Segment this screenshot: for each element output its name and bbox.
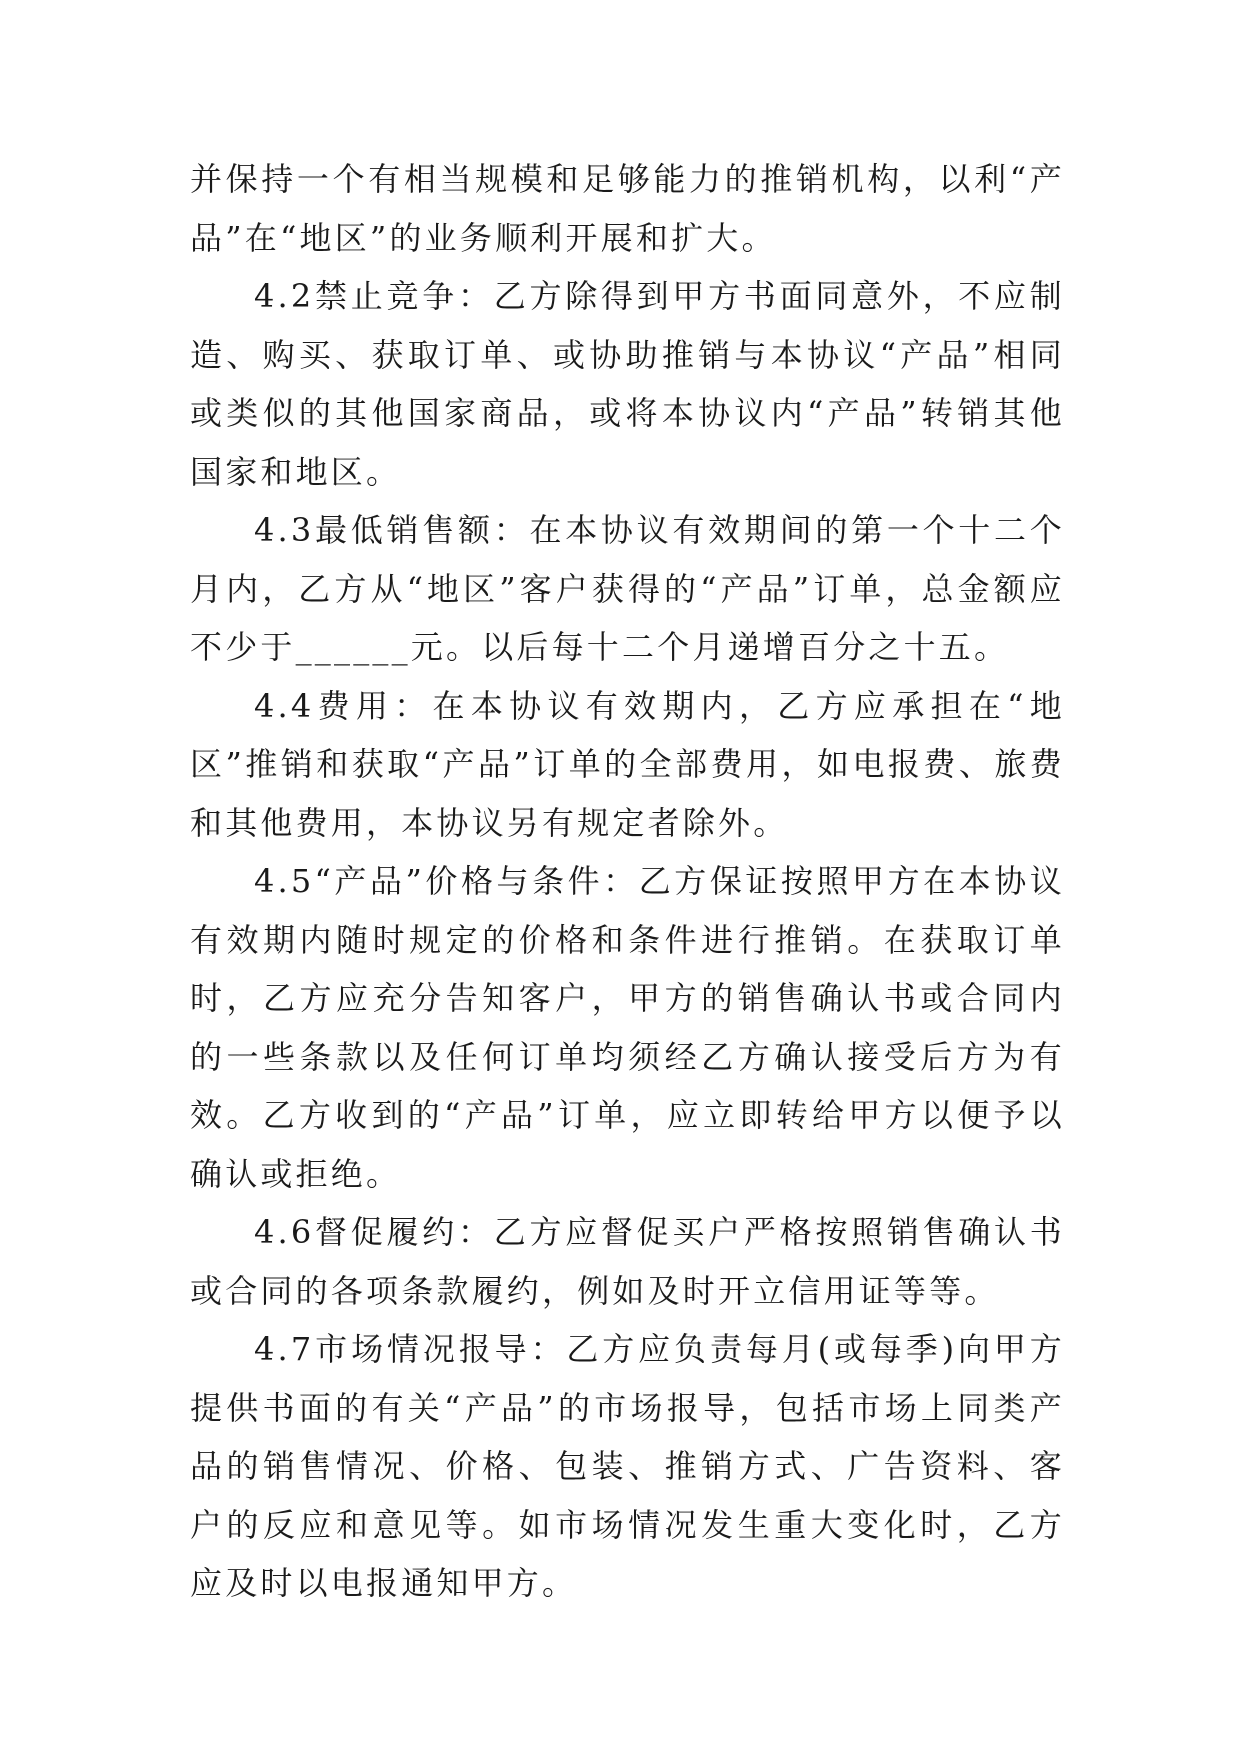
paragraph-clause-4-2: 4.2禁止竞争：乙方除得到甲方书面同意外，不应制造、购买、获取订单、或协助推销与本协议“产品”相同或类似的其他国家商品，或将本协议内“产品”转销其他国家和地区。: [190, 277, 1065, 491]
paragraph-clause-4-4: 4.4费用：在本协议有效期内，乙方应承担在“地区”推销和获取“产品”订单的全部费用，如电报费、旅费和其他费用，本协议另有规定者除外。: [190, 686, 1065, 842]
document-body: [190, 150, 1065, 1613]
paragraph-clause-4-3: 4.3最低销售额：在本协议有效期间的第一个十二个月内，乙方从“地区”客户获得的“产品”订单，总金额应不少于______元。以后每十二个月递增百分之十五。: [190, 511, 1065, 666]
paragraph-clause-4-5: 4.5“产品”价格与条件：乙方保证按照甲方在本协议有效期内随时规定的价格和条件进行推销。在获取订单时，乙方应充分告知客户，甲方的销售确认书或合同内的一些条款以及任何订单均须经乙方确认接受后方为有效。乙方收到的“产品”订单，应立即转给甲方以便予以确认或拒绝。: [190, 862, 1065, 1193]
paragraph-clause-4-7: 4.7市场情况报导：乙方应负责每月(或每季)向甲方提供书面的有关“产品”的市场报导，包括市场上同类产品的销售情况、价格、包装、推销方式、广告资料、客户的反应和意见等。如市场情况发生重大变化时，乙方应及时以电报通知甲方。: [190, 1330, 1065, 1602]
paragraph-continuation: 并保持一个有相当规模和足够能力的推销机构，以利“产品”在“地区”的业务顺利开展和扩大。: [190, 160, 1065, 257]
paragraph-clause-4-6: 4.6督促履约：乙方应督促买户严格按照销售确认书或合同的各项条款履约，例如及时开立信用证等等。: [190, 1213, 1065, 1310]
